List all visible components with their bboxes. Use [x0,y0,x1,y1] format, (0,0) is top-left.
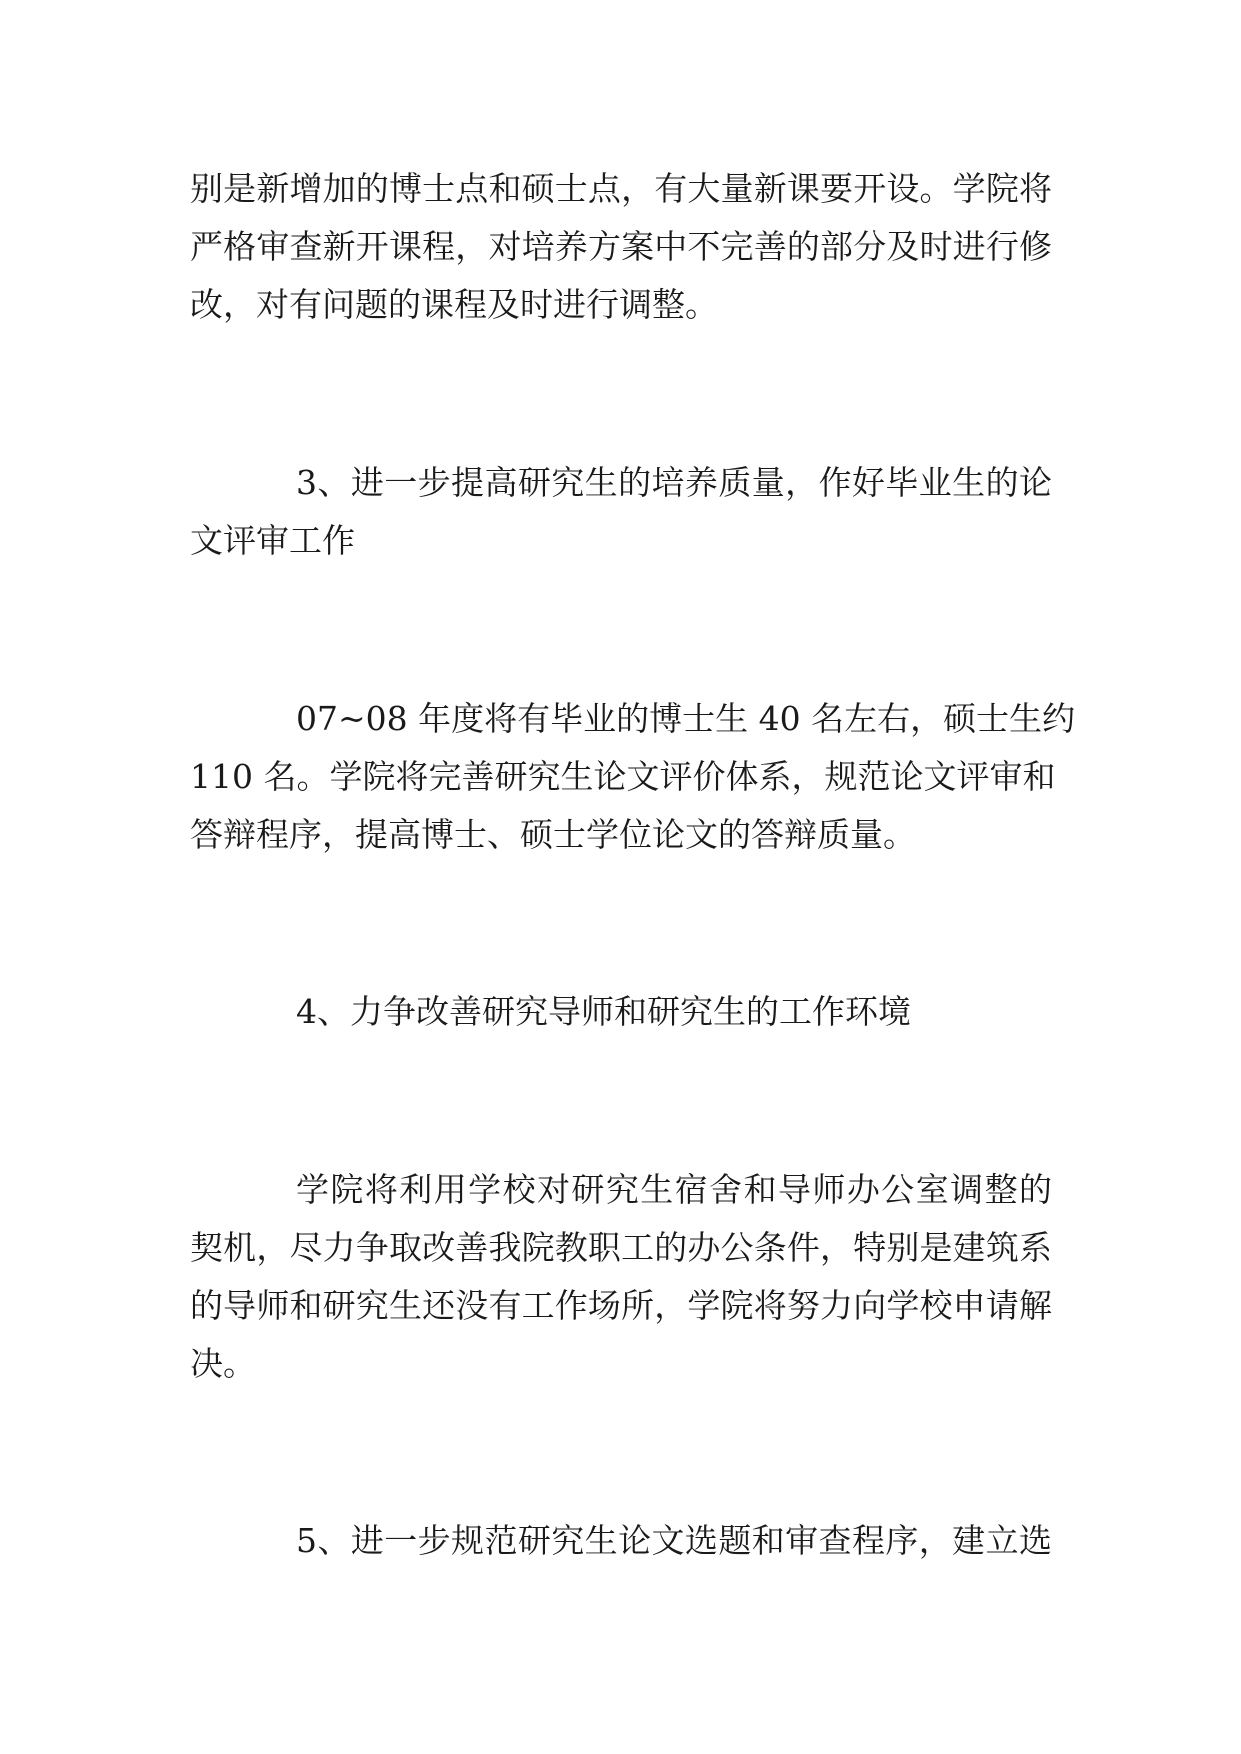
heading-line: 3、进一步提高研究生的培养质量，作好毕业生的论 [296,463,1052,502]
text-line: 07~08 年度将有毕业的博士生 40 名左右，硕士生约 [296,699,1076,738]
text-line: 契机，尽力争取改善我院教职工的办公条件，特别是建筑系 [190,1228,1052,1267]
text-line: 110 名。学院将完善研究生论文评价体系，规范论文评审和 [190,757,1056,796]
text-line: 严格审查新开课程，对培养方案中不完善的部分及时进行修 [190,227,1052,266]
heading-line: 文评审工作 [190,521,355,560]
text-line: 决。 [190,1344,256,1383]
heading-line: 5、进一步规范研究生论文选题和审查程序，建立选 [296,1521,1052,1560]
heading-line: 4、力争改善研究导师和研究生的工作环境 [296,992,911,1031]
text-line: 的导师和研究生还没有工作场所，学院将努力向学校申请解 [190,1286,1052,1325]
text-line: 别是新增加的博士点和硕士点，有大量新课要开设。学院将 [190,169,1052,208]
text-line: 学院将利用学校对研究生宿舍和导师办公室调整的 [296,1170,1052,1209]
text-line: 答辩程序，提高博士、硕士学位论文的答辩质量。 [190,815,916,854]
text-line: 改，对有问题的课程及时进行调整。 [190,285,718,324]
